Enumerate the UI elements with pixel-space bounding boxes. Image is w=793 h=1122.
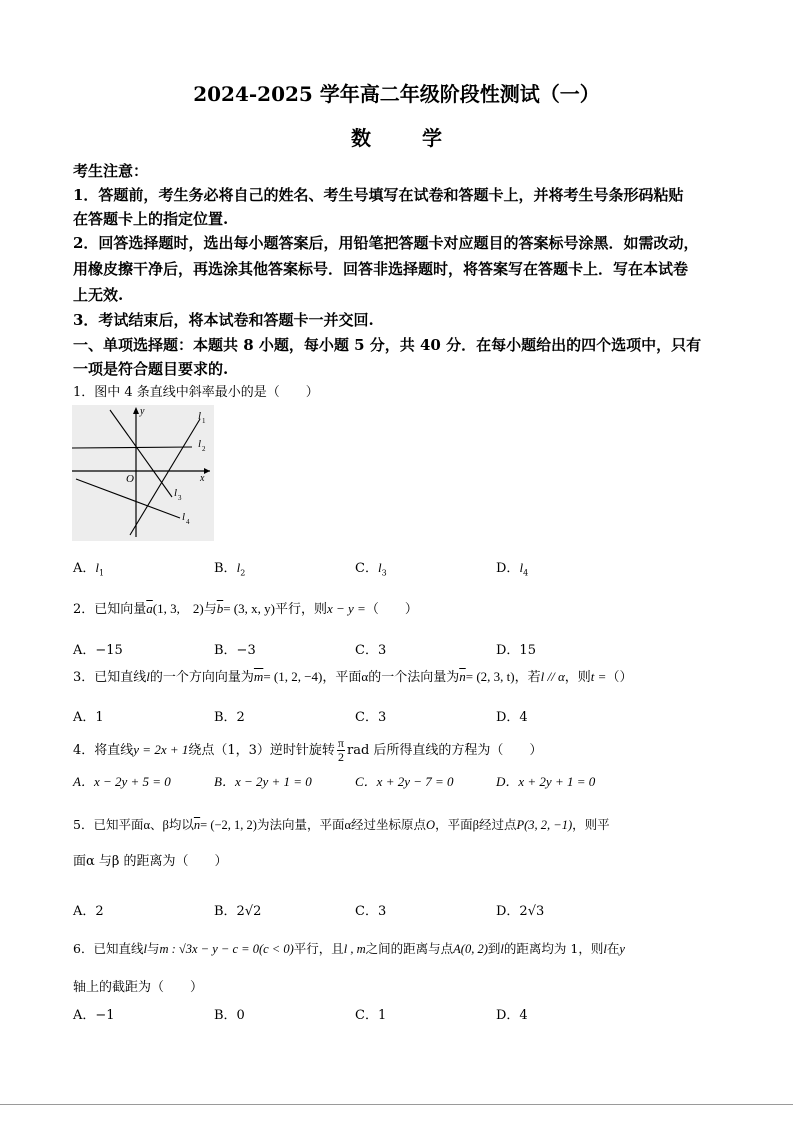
q2-with: 与 bbox=[203, 602, 217, 617]
q1-option-c-sub: 3 bbox=[381, 568, 387, 578]
q3-option-d[interactable]: D．4 bbox=[496, 710, 528, 725]
q1-option-c-var: l bbox=[377, 560, 382, 575]
q4-suffix: rad 后所得直线的方程为（ ） bbox=[346, 743, 543, 758]
q6-with: 与 bbox=[146, 941, 160, 956]
q1-label-l3-sub: 3 bbox=[178, 494, 182, 502]
q2-prefix: 2．已知向量 bbox=[73, 602, 147, 617]
q3-mid2: ，平面 bbox=[322, 670, 362, 685]
q5-suffix: ，则平 bbox=[572, 817, 610, 832]
q1-option-c[interactable] bbox=[355, 557, 387, 578]
q6-mid2: 之间的距离与点 bbox=[365, 941, 454, 956]
q6-mid5: 在 bbox=[606, 941, 620, 956]
q4-option-a[interactable]: A．x − 2y + 5 = 0 bbox=[73, 774, 171, 789]
q1-label-l4: l bbox=[182, 511, 186, 523]
q2-stem bbox=[73, 600, 418, 619]
q1-label-l3: l bbox=[174, 487, 178, 499]
q2-vec-a-value: (1, 3, 2) bbox=[152, 601, 204, 616]
subject-title: 数 学 bbox=[351, 126, 464, 150]
q1-label-x: x bbox=[200, 473, 205, 484]
q5-mid: 均以 bbox=[168, 817, 194, 832]
q5-n-value: = (−2, 1, 2) bbox=[200, 818, 257, 832]
q3-option-c[interactable]: C．3 bbox=[355, 710, 387, 725]
q3-mid4: ，若 bbox=[514, 670, 541, 685]
notice-item-1-line-2: 在答题卡上的指定位置. bbox=[73, 210, 229, 228]
q6-mid3: 到 bbox=[487, 941, 501, 956]
q5-option-b[interactable]: B．2√2 bbox=[214, 904, 262, 919]
q6-option-d[interactable]: D．4 bbox=[496, 1008, 528, 1023]
q4-option-b[interactable]: B．x − 2y + 1 = 0 bbox=[214, 774, 312, 789]
q5-option-a[interactable]: A．2 bbox=[73, 904, 104, 919]
q1-option-d[interactable] bbox=[496, 557, 528, 578]
q3-mid1: 的一个方向向量为 bbox=[149, 670, 254, 685]
q2-option-b[interactable]: B．−3 bbox=[214, 643, 256, 658]
q4-option-c[interactable]: C．x + 2y − 7 = 0 bbox=[355, 774, 454, 789]
q5-stem-line-1 bbox=[73, 816, 610, 834]
q4-mid: 绕点（1，3）逆时针旋转 bbox=[188, 743, 335, 758]
q3-t-expr: t = bbox=[590, 669, 607, 684]
notice-item-3: 3．考试结束后，将本试卷和答题卡一并交回. bbox=[73, 311, 374, 329]
q1-label-y: y bbox=[140, 406, 145, 417]
notice-item-1-line-1: 1．答题前，考生务必将自己的姓名、考生号填写在试卷和答题卡上，并将考生号条形码粘贴 bbox=[73, 186, 684, 204]
q2-option-d[interactable]: D．15 bbox=[496, 643, 536, 658]
q5-planes: α、β bbox=[143, 818, 169, 832]
q1-stem: 1．图中 4 条直线中斜率最小的是（ ） bbox=[73, 385, 319, 400]
q5-mid5: 经过点 bbox=[478, 817, 517, 832]
q3-option-a[interactable]: A．1 bbox=[73, 710, 104, 725]
q4-option-d[interactable]: D．x + 2y + 1 = 0 bbox=[496, 774, 596, 789]
notice-item-2-line-1: 2．回答选择题时，选出每小题答案后，用铅笔把答题卡对应题目的答案标号涂黑．如需改动， bbox=[73, 234, 699, 252]
q6-option-c[interactable]: C．1 bbox=[355, 1008, 387, 1023]
q6-l-2: l bbox=[500, 942, 504, 956]
q2-blank: （ ） bbox=[365, 602, 418, 617]
q5-stem-line-2: 面α 与β 的距离为（ ） bbox=[73, 854, 228, 869]
q1-option-d-var: l bbox=[519, 560, 524, 575]
q2-suffix: 平行，则 bbox=[274, 602, 327, 617]
q1-option-c-letter: C． bbox=[355, 561, 378, 576]
q4-stem bbox=[73, 736, 542, 765]
q4-frac-num: π bbox=[337, 736, 344, 750]
q6-prefix: 6．已知直线 bbox=[73, 941, 144, 956]
q6-point-a: A(0, 2) bbox=[453, 942, 488, 956]
q6-stem-line-1 bbox=[73, 940, 625, 958]
q5-option-d[interactable]: D．2√3 bbox=[496, 904, 545, 919]
q3-m-value: = (1, 2, −4) bbox=[263, 669, 323, 684]
q1-label-l4-sub: 4 bbox=[186, 518, 190, 526]
q2-expr: x − y = bbox=[326, 601, 366, 616]
q2-vec-a: $\overline{a}$ bbox=[146, 601, 153, 616]
q3-mid5: ，则 bbox=[564, 670, 591, 685]
q3-mid3: 的一个法向量为 bbox=[368, 670, 460, 685]
q1-option-a-sub: 1 bbox=[99, 568, 105, 578]
q1-figure bbox=[72, 405, 214, 541]
q1-option-d-sub: 4 bbox=[523, 568, 529, 578]
q5-origin: O bbox=[426, 818, 436, 832]
q1-option-a[interactable] bbox=[73, 557, 104, 578]
q6-stem-line-2: 轴上的截距为（ ） bbox=[73, 980, 204, 995]
q5-beta: β bbox=[472, 818, 479, 832]
q3-alpha: α bbox=[361, 669, 369, 684]
q6-mid: 平行，且 bbox=[293, 941, 344, 956]
q3-prefix: 3．已知直线 bbox=[73, 670, 147, 685]
q5-mid4: ，平面 bbox=[435, 817, 473, 832]
q3-condition: l // α bbox=[540, 669, 565, 684]
q6-lm: l , m bbox=[343, 942, 366, 956]
page-title: 2024-2025 学年高二年级阶段性测试（一） bbox=[193, 82, 600, 106]
q3-option-b[interactable]: B．2 bbox=[214, 710, 245, 725]
q6-option-b[interactable]: B．0 bbox=[214, 1008, 245, 1023]
q1-option-b-letter: B． bbox=[214, 561, 237, 576]
q6-mid4: 的距离均为 1，则 bbox=[503, 941, 604, 956]
q5-mid3: 经过坐标原点 bbox=[351, 817, 427, 832]
q5-prefix: 5．已知平面 bbox=[73, 817, 144, 832]
section-heading-line-2: 一项是符合题目要求的. bbox=[73, 360, 229, 378]
page-bottom-divider bbox=[0, 1104, 793, 1105]
notice-item-2-line-2: 用橡皮擦干净后，再选涂其他答案标号．回答非选择题时，将答案写在答题卡上．写在本试卷 bbox=[73, 260, 689, 278]
q5-option-c[interactable]: C．3 bbox=[355, 904, 387, 919]
q3-l: l bbox=[146, 669, 150, 684]
q2-vec-b-value: = (3, x, y) bbox=[223, 601, 275, 616]
q4-fraction bbox=[337, 737, 345, 764]
q1-option-a-var: l bbox=[95, 560, 100, 575]
q6-m-line: m : √3x − y − c = 0(c < 0) bbox=[159, 942, 294, 956]
q6-y: y bbox=[619, 942, 625, 956]
q1-option-b-sub: 2 bbox=[240, 568, 246, 578]
q2-vec-b: $\overline{b}$ bbox=[216, 601, 224, 616]
q3-blank: （） bbox=[606, 670, 633, 685]
q1-option-a-letter: A． bbox=[73, 561, 96, 576]
q1-option-b[interactable] bbox=[214, 557, 245, 578]
q3-m-vec: $\overline{m}$ bbox=[253, 669, 264, 684]
q6-option-a[interactable]: A．−1 bbox=[73, 1008, 115, 1023]
q1-option-b-var: l bbox=[236, 560, 241, 575]
q2-option-c[interactable]: C．3 bbox=[355, 643, 387, 658]
q1-label-origin: O bbox=[126, 473, 134, 485]
q1-label-l2-sub: 2 bbox=[202, 445, 206, 453]
q4-line: y = 2x + 1 bbox=[133, 742, 189, 757]
q1-label-l2: l bbox=[198, 438, 202, 450]
notice-item-2-line-3: 上无效. bbox=[73, 286, 124, 304]
q1-label-l1-sub: 1 bbox=[202, 417, 206, 425]
q3-n-value: = (2, 3, t) bbox=[465, 669, 515, 684]
section-heading-line-1: 一、单项选择题：本题共 8 小题，每小题 5 分，共 40 分．在每小题给出的四个选项中，只有 bbox=[73, 336, 702, 354]
q5-alpha: α bbox=[344, 818, 352, 832]
q6-l-3: l bbox=[603, 942, 607, 956]
q3-stem bbox=[73, 668, 632, 687]
q4-frac-den: 2 bbox=[337, 750, 344, 764]
q6-l: l bbox=[143, 942, 147, 956]
q5-n-vec: $\overline{n}$ bbox=[193, 818, 201, 832]
q5-mid2: 为法向量，平面 bbox=[256, 817, 345, 832]
q3-n-vec: $\overline{n}$ bbox=[459, 669, 466, 684]
q5-point-p: P(3, 2, −1) bbox=[516, 818, 573, 832]
q2-option-a[interactable]: A．−15 bbox=[73, 643, 123, 658]
q4-prefix: 4．将直线 bbox=[73, 743, 134, 758]
q1-option-d-letter: D． bbox=[496, 561, 520, 576]
q1-label-l1: l bbox=[198, 410, 202, 422]
notice-heading: 考生注意： bbox=[73, 162, 149, 180]
